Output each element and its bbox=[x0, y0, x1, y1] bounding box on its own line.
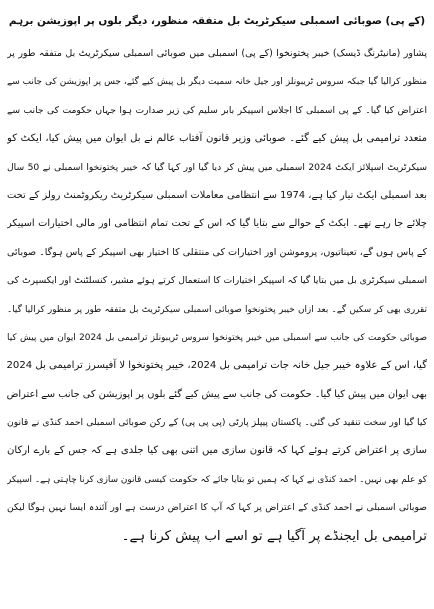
article-line: تقرری بھی کر سکیں گے۔ بعد ازاں خیبر پختونخوا صوبائی اسمبلی سیکرٹریٹ بل متفقہ طور پر منظور کرالیا گیا۔ bbox=[7, 304, 427, 315]
article-line: پشاور (مانیٹرنگ ڈیسک) خیبر پختونخوا (کے پی) اسمبلی میں صوبائی اسمبلی سیکرٹریٹ بل متفقہ طور پر bbox=[7, 48, 427, 59]
article-line: بھی ایوان میں پیش کیا گیا۔ حکومت کی جانب سے پیش کیے گئے بلوں پر اپوزیشن کی جانب سے اعتراض bbox=[7, 388, 427, 400]
article-line: صوبائی حکومت کی جانب سے اسمبلی میں خیبر پختونخوا سروس ٹریبونلز ترامیمی بل 2024 ایوان میں پیش کیا bbox=[7, 332, 427, 343]
article-line: منظور کرالیا گیا جبکہ سروس ٹریبونلز اور جیل خانہ سمیت دیگر بل پیش کیے گئے، جس پر اپوزیشن کی جانب سے bbox=[7, 77, 427, 88]
article-line: سیکرٹریٹ اسپلائز ایکٹ 2024 اسمبلی میں پیش کر دیا گیا اور کہا گیا کہ خیبر پختونخوا اسمبلی نے 50 سال bbox=[7, 161, 427, 173]
article-line: کے پاس ہوں گے، تعیناتیوں، پروموشن اور اختیارات کی منتقلی کا اختیار بھی اسپیکر کے پاس ہوگا۔ صوبائی bbox=[7, 246, 427, 258]
article-headline: (کے پی) صوبائی اسمبلی سیکرٹریٹ بل متفقہ منظور، دیگر بلوں پر اپوزیشن برہم bbox=[8, 15, 426, 27]
article-line: اعتراض کیا گیا۔ کے پی اسمبلی کا اجلاس اسپیکر بابر سلیم کی زیر صدارت ہوا جہاں حکومت کی جانب سے bbox=[7, 104, 427, 116]
article-line: متعدد ترامیمی بل پیش کیے گئے۔ صوبائی وزیر قانون آفتاب عالم نے بل ایوان میں پیش کیا، ایکٹ کو bbox=[7, 133, 427, 145]
article-line: سازی پر اعتراض کرتے ہوئے کہا کہ قانون سازی میں اتنی بھی کیا جلدی ہے کہ جس کے بارے ارکان bbox=[7, 445, 427, 457]
article-line: کیا گیا اور سخت تنقید کی گئی۔ پاکستان پیپلز پارٹی (پی پی پی) کے رکن صوبائی اسمبلی احمد کنڈی نے قانون bbox=[7, 417, 427, 429]
article-body bbox=[7, 40, 427, 551]
article-line: اسمبلی سیکرٹری بل میں بتایا گیا کہ اسپیکر اختیارات کا استعمال کرتے ہوئے مشیر، کنسلٹنٹ اور ایکسپرٹ کی bbox=[7, 275, 427, 287]
article-line: صوبائی اسمبلی نے احمد کنڈی کے اعتراض پر کہا کہ آپ کا اعتراض درست ہے اور آئندہ ایسا نہیں ہوگا لیکن bbox=[7, 502, 427, 514]
article-line: چلائے جا رہے تھے۔ ایکٹ کے حوالے سے بتایا گیا کہ اس کے تحت تمام انتظامی اور مالی اختیارات اسپیکر bbox=[7, 218, 427, 230]
article-line: ترامیمی بل ایجنڈے پر آگیا ہے تو اسے اب پیش کرنا ہے۔ bbox=[121, 528, 427, 544]
article-line: گیا، اس کے علاوہ خیبر جیل خانہ جات ترامیمی بل 2024، خیبر پختونخوا لا آفیسرز ترامیمی بل 2024 bbox=[7, 360, 427, 372]
article-line: کو علم بھی نہیں۔ احمد کنڈی نے کہا کہ ہمیں تو بتایا جائے کہ حکومت کیسی قانون سازی کرنا چاہتی ہے۔ اسپیکر bbox=[7, 474, 427, 485]
article-line: بعد اسمبلی ایکٹ تیار کیا ہے، 1974 سے انتظامی معاملات اسمبلی سیکرٹریٹ ریکروٹمنٹ رولز کے تحت bbox=[7, 189, 427, 201]
